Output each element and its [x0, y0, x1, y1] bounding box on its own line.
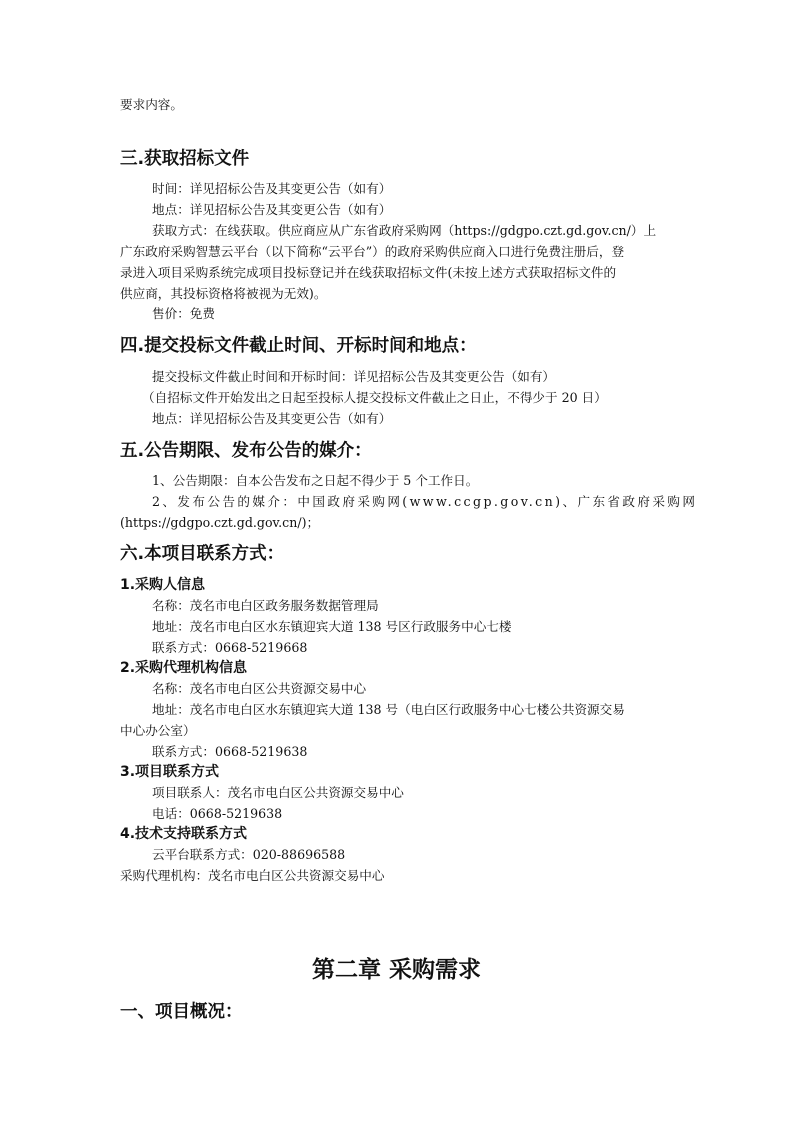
sec5-line-1: 1、公告期限：自本公告发布之日起不得少于 5 个工作日。: [152, 473, 479, 488]
tech-support-heading: 4.技术支持联系方式: [120, 826, 248, 842]
agency-name: 名称：茂名市电白区公共资源交易中心: [152, 681, 367, 696]
sec4-line-2: （自招标文件开始发出之日起至投标人提交投标文件截止之日止，不得少于 20 日）: [142, 390, 607, 405]
agency-contact: 联系方式：0668-5219638: [152, 744, 308, 759]
sec3-method-line-1: 获取方式：在线获取。供应商应从广东省政府采购网（https://gdgpo.czt.gd.gov.cn/）上: [152, 223, 657, 238]
agency-heading: 2.采购代理机构信息: [120, 660, 248, 676]
purchaser-name: 名称：茂名市电白区政务服务数据管理局: [152, 598, 379, 613]
agency-footer: 采购代理机构：茂名市电白区公共资源交易中心: [120, 868, 385, 883]
tech-support-cloud: 云平台联系方式：020-88696588: [152, 847, 346, 862]
top-line: 要求内容。: [120, 97, 183, 112]
purchaser-contact: 联系方式：0668-5219668: [152, 640, 308, 655]
sec5-line-2: 2、发布公告的媒介：中国政府采购网(www.ccgp.gov.cn)、广东省政府采购网: [152, 494, 698, 509]
purchaser-address: 地址：茂名市电白区水东镇迎宾大道 138 号区行政服务中心七楼: [152, 619, 512, 634]
sec3-price: 售价：免费: [152, 306, 215, 321]
agency-address-line-1: 地址：茂名市电白区水东镇迎宾大道 138 号（电白区行政服务中心七楼公共资源交易: [152, 702, 625, 717]
section-3-heading: 三.获取招标文件: [120, 149, 250, 169]
chapter-2-title: 第二章 采购需求: [311, 956, 481, 983]
sec3-method-line-4: 供应商，其投标资格将被视为无效)。: [120, 286, 327, 301]
sec3-place: 地点：详见招标公告及其变更公告（如有）: [152, 202, 392, 217]
project-contact-heading: 3.项目联系方式: [120, 764, 220, 780]
sec5-line-3: (https://gdgpo.czt.gd.gov.cn/)；: [120, 515, 320, 530]
project-contact-phone: 电话：0668-5219638: [152, 806, 283, 821]
project-contact-person: 项目联系人：茂名市电白区公共资源交易中心: [152, 785, 404, 800]
sec4-line-1: 提交投标文件截止时间和开标时间：详见招标公告及其变更公告（如有）: [152, 369, 555, 384]
agency-address-line-2: 中心办公室）: [120, 723, 196, 738]
sec3-method-line-3: 录进入项目采购系统完成项目投标登记并在线获取招标文件(未按上述方式获取招标文件的: [120, 265, 617, 280]
section-5-heading: 五.公告期限、发布公告的媒介：: [120, 441, 372, 461]
purchaser-heading: 1.采购人信息: [120, 577, 206, 593]
sec4-line-3: 地点：详见招标公告及其变更公告（如有）: [152, 411, 392, 426]
project-overview-heading: 一、项目概况：: [120, 1002, 243, 1022]
section-6-heading: 六.本项目联系方式：: [120, 544, 285, 564]
sec3-time: 时间：详见招标公告及其变更公告（如有）: [152, 181, 392, 196]
section-4-heading: 四.提交投标文件截止时间、开标时间和地点：: [120, 336, 477, 356]
sec3-method-line-2: 广东政府采购智慧云平台（以下简称“云平台”）的政府采购供应商入口进行免费注册后，登: [120, 244, 625, 259]
